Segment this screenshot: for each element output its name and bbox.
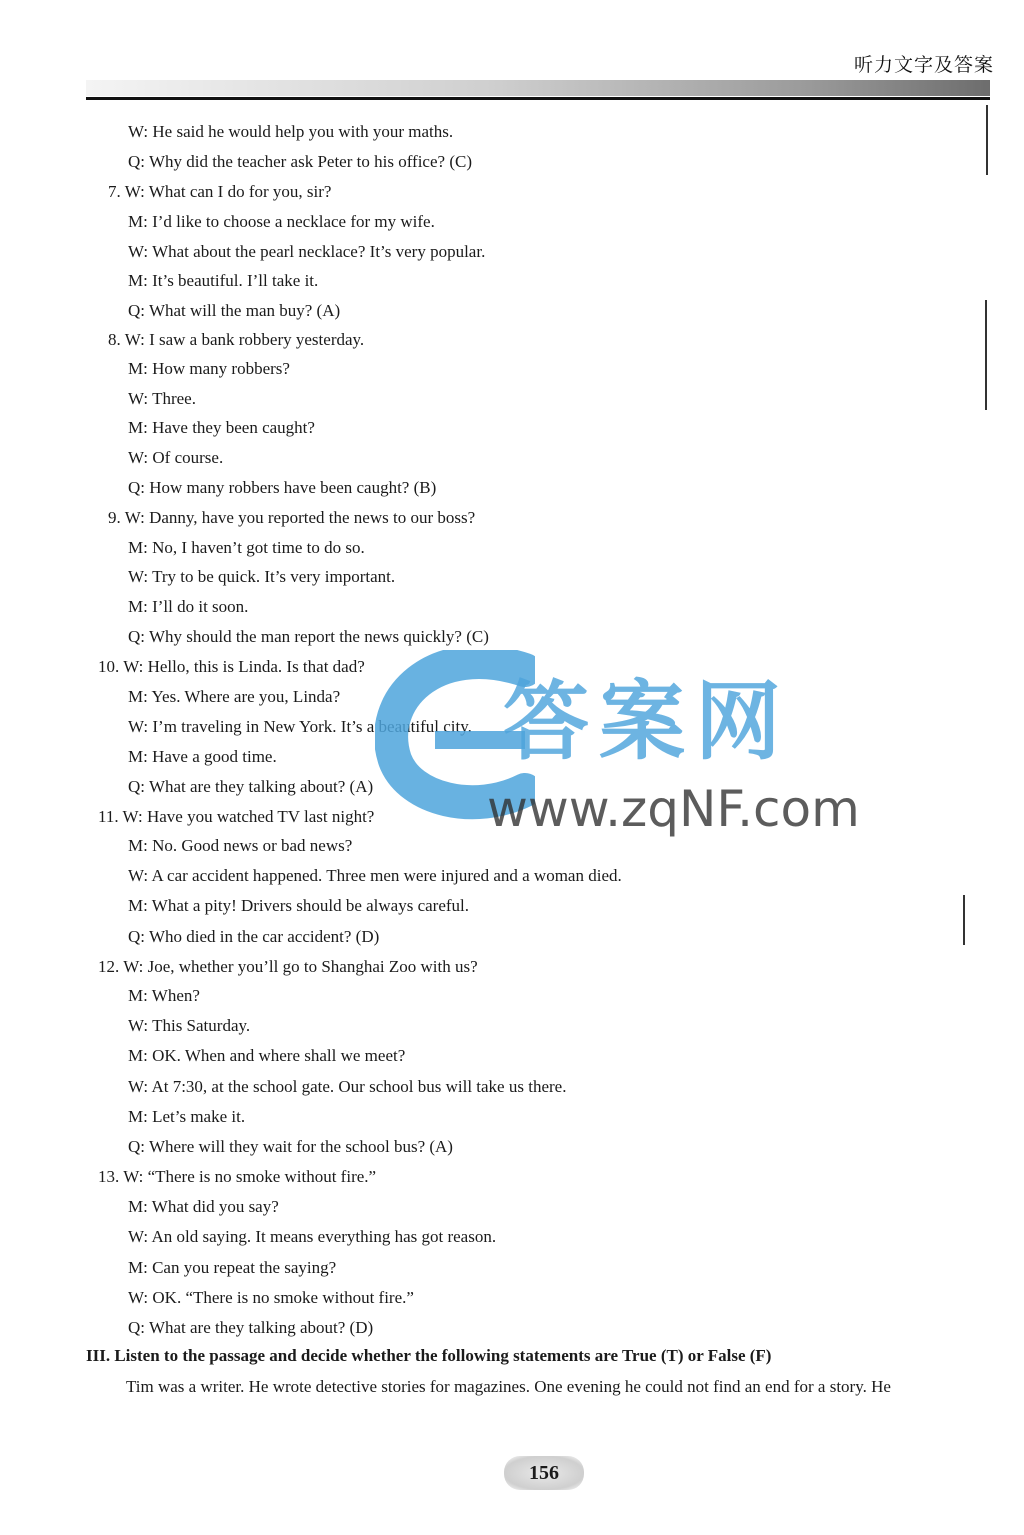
dialogue-line: W: Three. (128, 389, 196, 408)
dialogue-line: Q: What will the man buy? (A) (128, 301, 341, 320)
dialogue-line: M: I’ll do it soon. (128, 597, 249, 616)
passage-text: Tim was a writer. He wrote detective stories for magazines. One evening he could not find an end for a story. He (126, 1377, 891, 1396)
header-bar (86, 80, 990, 96)
dialogue-line: W: Of course. (128, 448, 224, 467)
dialogue-line: M: Can you repeat the saying? (128, 1258, 337, 1277)
dialogue-line: 11. W: Have you watched TV last night? (98, 807, 375, 826)
dialogue-line: M: Yes. Where are you, Linda? (128, 687, 341, 706)
dialogue-line: Q: Why should the man report the news quickly? (C) (128, 627, 489, 646)
dialogue-line: 7. W: What can I do for you, sir? (108, 182, 332, 201)
header-rule (86, 97, 990, 100)
dialogue-line: W: This Saturday. (128, 1016, 251, 1035)
dialogue-line: W: I’m traveling in New York. It’s a beautiful city. (128, 717, 472, 736)
dialogue-line: Q: Who died in the car accident? (D) (128, 927, 380, 946)
dialogue-line: W: OK. “There is no smoke without fire.” (128, 1288, 414, 1307)
dialogue-line: M: No. Good news or bad news? (128, 836, 353, 855)
dialogue-line: M: It’s beautiful. I’ll take it. (128, 271, 319, 290)
section-heading: III. Listen to the passage and decide whether the following statements are True (T) or False (F) (86, 1346, 772, 1365)
header-title: 听力文字及答案 (853, 54, 994, 76)
dialogue-line: M: What a pity! Drivers should be always careful. (128, 896, 470, 915)
dialogue-line: M: What did you say? (128, 1197, 279, 1216)
watermark-chinese: 答案网 (503, 672, 791, 772)
margin-line (986, 105, 988, 175)
dialogue-line: 13. W: “There is no smoke without fire.” (98, 1167, 377, 1186)
dialogue-line: Q: What are they talking about? (A) (128, 777, 374, 796)
dialogue-line: Q: Why did the teacher ask Peter to his office? (C) (128, 152, 472, 171)
dialogue-line: Q: How many robbers have been caught? (B) (128, 478, 437, 497)
dialogue-line: M: No, I haven’t got time to do so. (128, 538, 365, 557)
dialogue-line: Q: What are they talking about? (D) (128, 1318, 374, 1337)
dialogue-line: W: He said he would help you with your maths. (128, 122, 454, 141)
dialogue-line: M: How many robbers? (128, 359, 290, 378)
margin-line (985, 300, 987, 410)
dialogue-line: W: Try to be quick. It’s very important. (128, 567, 396, 586)
dialogue-line: 9. W: Danny, have you reported the news to our boss? (108, 508, 476, 527)
dialogue-line: M: Have they been caught? (128, 418, 315, 437)
watermark (375, 640, 875, 870)
dialogue-line: W: A car accident happened. Three men were injured and a woman died. (128, 866, 622, 885)
dialogue-line: M: When? (128, 986, 200, 1005)
margin-line (963, 895, 965, 945)
dialogue-line: W: At 7:30, at the school gate. Our school bus will take us there. (128, 1077, 567, 1096)
dialogue-line: Q: Where will they wait for the school bus? (A) (128, 1137, 453, 1156)
dialogue-line: W: An old saying. It means everything has got reason. (128, 1227, 497, 1246)
dialogue-line: 12. W: Joe, whether you’ll go to Shanghai Zoo with us? (98, 957, 478, 976)
dialogue-line: M: OK. When and where shall we meet? (128, 1046, 406, 1065)
dialogue-line: M: I’d like to choose a necklace for my wife. (128, 212, 435, 231)
page-number: 156 (504, 1456, 584, 1490)
dialogue-line: 8. W: I saw a bank robbery yesterday. (108, 330, 365, 349)
watermark-url: www.zqNF.com (487, 780, 860, 838)
dialogue-line: W: What about the pearl necklace? It’s very popular. (128, 242, 486, 261)
dialogue-line: 10. W: Hello, this is Linda. Is that dad? (98, 657, 365, 676)
dialogue-line: M: Have a good time. (128, 747, 277, 766)
dialogue-line: M: Let’s make it. (128, 1107, 246, 1126)
